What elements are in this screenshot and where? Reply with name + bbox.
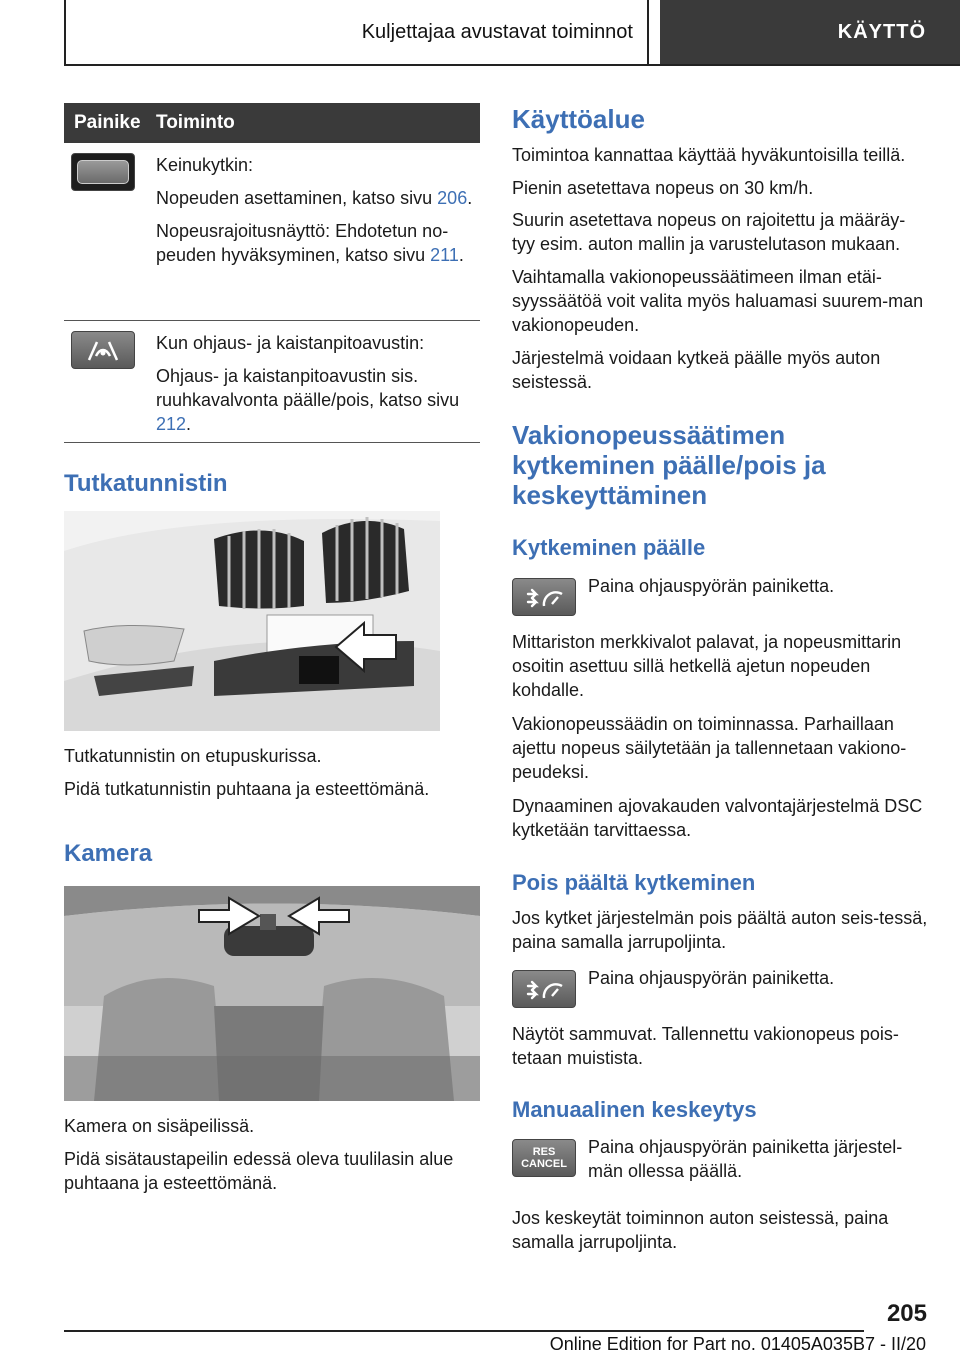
switch-on-button-text: Paina ohjauspyörän painiketta.: [588, 576, 835, 596]
rocker-label: Keinukytkin:: [156, 155, 254, 175]
page-number: 205: [886, 1300, 927, 1327]
camera-clean-text: Pidä sisätaustapeilin edessä oleva tuulilasin alue puhtaana ja esteettömänä.: [64, 1149, 454, 1193]
manual-interrupt-text: Jos keskeytät toiminnon auton seistessä, paina samalla jarrupoljinta.: [512, 1208, 889, 1252]
column-header-function: Toiminto: [156, 112, 235, 133]
usage-text-1: Toimintoa kannattaa käyttää hyväkuntoisilla teillä.: [512, 145, 906, 165]
switch-on-text-2: Vakionopeussäädin on toiminnassa. Parhaillaan ajettu nopeus säilytetään ja tallennetaan vakiono-peudeksi.: [512, 714, 907, 782]
page-link-206[interactable]: 206: [437, 188, 468, 208]
speed-set-text: Nopeuden asettaminen, katso sivu 206.: [156, 188, 473, 208]
switch-on-heading: Kytkeminen päälle: [512, 535, 706, 560]
manual-interrupt-button-text: Paina ohjauspyörän painiketta järjestel-män ollessa päällä.: [588, 1137, 903, 1181]
cruise-control-button-icon: [512, 578, 576, 616]
column-header-button: Painike: [74, 112, 141, 133]
camera-location-text: Kamera on sisäpeilissä.: [64, 1116, 255, 1136]
table-cell-icon: [64, 331, 156, 432]
radar-clean-text: Pidä tutkatunnistin puhtaana ja esteettömänä.: [64, 779, 430, 799]
switch-off-heading: Pois päältä kytkeminen: [512, 870, 756, 895]
header-section-title: Kuljettajaa avustavat toiminnot: [66, 0, 649, 64]
header-chapter-tab[interactable]: KÄYTTÖ: [660, 0, 960, 64]
radar-heading: Tutkatunnistin: [64, 470, 228, 497]
usage-text-5: Järjestelmä voidaan kytkeä päälle myös auton seistessä.: [512, 348, 881, 392]
speed-limit-text: Nopeusrajoitusnäyttö: Ehdotetun no-peuden hyväksyminen, katso sivu 211.: [156, 221, 464, 265]
radar-location-text: Tutkatunnistin on etupuskurissa.: [64, 746, 322, 766]
cruise-control-main-heading: Vakionopeussäätimen kytkeminen päälle/pois ja keskeyttäminen: [512, 420, 826, 510]
table-row: [64, 321, 480, 443]
usage-text-3: Suurin asetettava nopeus on rajoitettu ja määräy-tyy esim. auton mallin ja varustelutason mukaan.: [512, 210, 906, 254]
footer-divider: [64, 1330, 864, 1332]
switch-off-text-2: Näytöt sammuvat. Tallennettu vakionopeus pois-tetaan muistista.: [512, 1024, 899, 1068]
lane-assist-icon: [71, 331, 135, 369]
rocker-switch-icon: [71, 153, 135, 191]
camera-windshield-image: [64, 886, 480, 1101]
footer-edition-text: Online Edition for Part no. 01405A035B7 - II/20: [549, 1334, 926, 1354]
page-link-212[interactable]: 212: [156, 414, 187, 434]
table-row: [64, 143, 480, 321]
switch-off-text-1: Jos kytket järjestelmän pois päältä auton seis-tessä, paina samalla jarrupoljinta.: [512, 908, 928, 952]
switch-off-button-text: Paina ohjauspyörän painiketta.: [588, 968, 835, 988]
usage-heading: Käyttöalue: [512, 104, 645, 134]
switch-on-text-3: Dynaaminen ajovakauden valvontajärjestelmä DSC kytketään tarvittaessa.: [512, 796, 923, 840]
manual-interrupt-heading: Manuaalinen keskeytys: [512, 1097, 757, 1122]
page-link-211[interactable]: 211: [430, 245, 459, 265]
table-header: [64, 103, 480, 143]
lane-assist-text: Ohjaus- ja kaistanpitoavustin sis. ruuhkavalvonta päälle/pois, katso sivu 212.: [156, 366, 460, 434]
cruise-control-button-icon: [512, 970, 576, 1008]
table-cell-icon: [64, 153, 156, 310]
switch-on-text-1: Mittariston merkkivalot palavat, ja nopeusmittarin osoitin asettuu sillä hetkellä ajetun nopeuden kohdalle.: [512, 632, 902, 700]
button-function-table: [64, 103, 480, 443]
table-cell-text: [156, 331, 480, 432]
table-cell-text: [156, 153, 480, 310]
res-cancel-button-icon: RES CANCEL: [512, 1139, 576, 1177]
lane-assist-label: Kun ohjaus- ja kaistanpitoavustin:: [156, 333, 425, 353]
camera-heading: Kamera: [64, 840, 153, 867]
radar-sensor-image: [64, 511, 440, 731]
usage-text-4: Vaihtamalla vakionopeussäätimeen ilman etäi-syyssäätöä voit valita myös haluamasi suurem-man vakionopeuden.: [512, 267, 924, 335]
usage-text-2: Pienin asetettava nopeus on 30 km/h.: [512, 178, 814, 198]
